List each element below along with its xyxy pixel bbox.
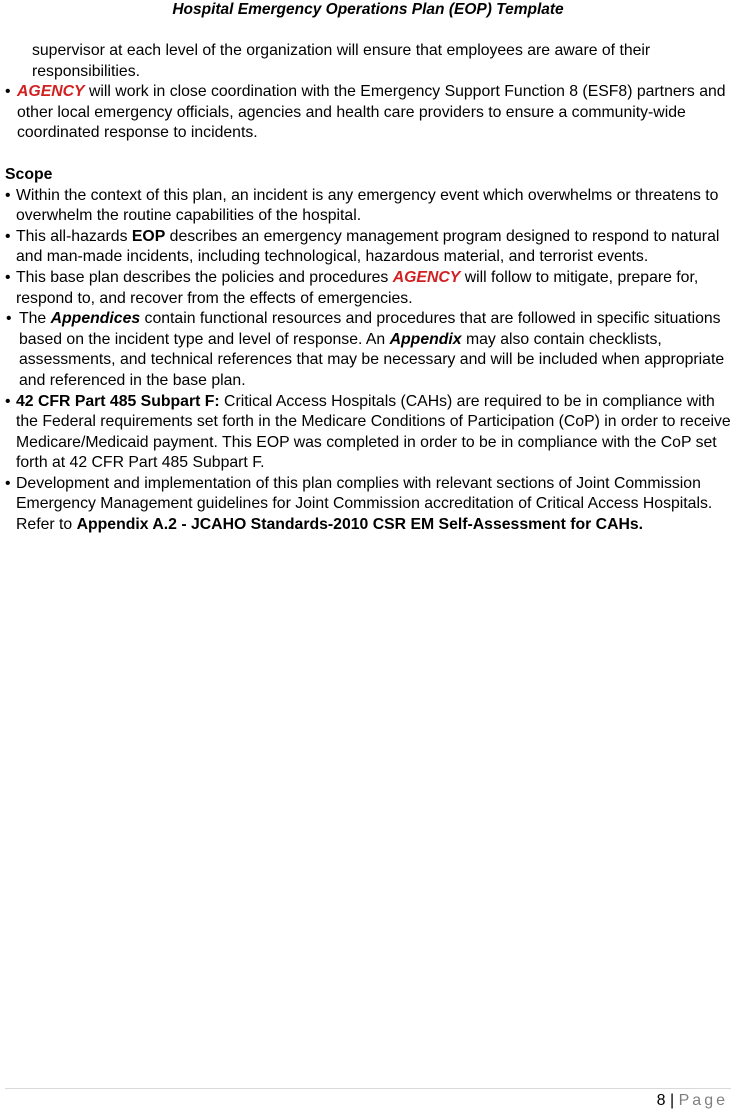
eop-term: EOP <box>131 227 166 245</box>
bullet-marker: • <box>5 227 11 245</box>
scope-bullet-cfr: • 42 CFR Part 485 Subpart F: Critical Access Hospitals (CAHs) are required to be in compliance with the Federal requirements set forth in the Medicare Conditions of Participation (CoP) in order to receive Medicare/Medicaid payment. This EOP was completed in order to be in compliance with the CoP set forth at 42 CFR Part 485 Subpart F. <box>5 392 731 472</box>
scope-bullet-appendices: • The Appendices contain functional resources and procedures that are followed in specific situations based on the incident type and level of response. An Appendix may also contain checklists, assessments, and technical references that may be necessary and will be included when appropriate and referenced in the base plan. <box>6 310 725 389</box>
document-header <box>0 1 736 19</box>
bullet-marker: • <box>5 186 11 204</box>
bullet-marker: • <box>5 268 11 286</box>
scope-bullet-base-plan: • This base plan describes the policies and procedures AGENCY will follow to mitigate, prepare for, respond to, and recover from the effects of emergencies. <box>5 268 699 307</box>
scope-heading: Scope <box>5 165 53 183</box>
appendices-term: Appendices <box>50 310 141 328</box>
continuation-paragraph: supervisor at each level of the organization will ensure that employees are aware of their responsibilities. <box>32 42 651 80</box>
scope-bullet-incident: • Within the context of this plan, an incident is any emergency event which overwhelms or threatens to overwhelm the routine capabilities of the hospital. <box>5 186 719 225</box>
bullet-marker: • <box>6 310 12 328</box>
cfr-reference: 42 CFR Part 485 Subpart F: <box>16 392 220 410</box>
appendix-term: Appendix <box>389 330 462 348</box>
agency-coordination-bullet: • AGENCY will work in close coordination with the Emergency Support Function 8 (ESF8) partners and other local emergency officials, agencies and health care providers to ensure a community-wide coordinated response to incidents. <box>5 83 726 142</box>
agency-placeholder: AGENCY <box>392 268 461 286</box>
bullet-marker: • <box>5 474 11 492</box>
appendix-reference: Appendix A.2 - JCAHO Standards-2010 CSR EM Self-Assessment for CAHs. <box>76 516 644 534</box>
page-footer <box>657 1092 728 1110</box>
scope-bullet-joint-commission: • Development and implementation of this plan complies with relevant sections of Joint Commission Emergency Management guidelines for Joint Commission accreditation of Critical Access Hospitals. Refer to Appendix A.2 - JCAHO Standards-2010 CSR EM Self-Assessment for CAHs. <box>5 474 713 534</box>
bullet-marker: • <box>5 83 11 101</box>
agency-placeholder: AGENCY <box>17 83 85 101</box>
scope-bullet-all-hazards: • This all-hazards EOP describes an emergency management program designed to respond to natural and man-made incidents, including technological, hazardous material, and terrorist events. <box>5 227 720 266</box>
document-title: Hospital Emergency Operations Plan (EOP) Template <box>172 1 564 18</box>
page-label: Page <box>678 1092 728 1109</box>
page-number: 8 | <box>656 1092 679 1109</box>
footer-divider <box>5 1088 731 1089</box>
bullet-marker: • <box>5 392 11 410</box>
document-body <box>5 41 731 536</box>
